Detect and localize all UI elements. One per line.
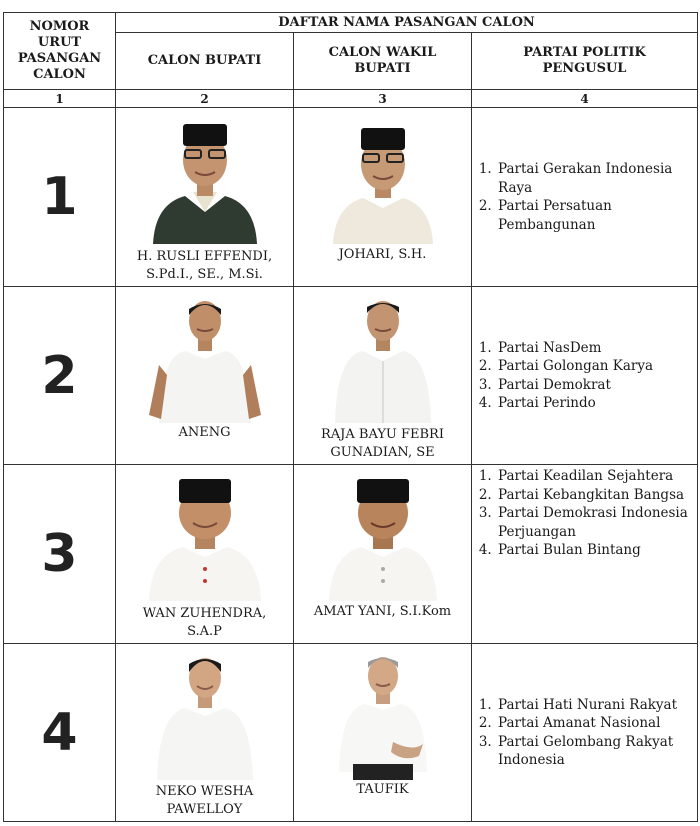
party-item: 4. Partai Bulan Bintang xyxy=(496,541,697,560)
pair-number: 2 xyxy=(4,287,116,465)
party-item: 3. Partai Demokrasi Indonesia Perjuangan xyxy=(496,504,697,541)
candidate-name-title: S.A.P xyxy=(187,624,222,639)
candidate-row xyxy=(4,287,698,465)
candidate-name-title: PAWELLOY xyxy=(166,802,243,817)
candidate-name-title: GUNADIAN, SE xyxy=(330,445,435,460)
daftar-header: DAFTAR NAMA PASANGAN CALON xyxy=(116,13,698,33)
party-item: 3. Partai Gelombang Rakyat Indonesia xyxy=(496,733,697,770)
candidate-table xyxy=(3,12,698,822)
pair-number: 4 xyxy=(4,644,116,822)
candidate-row xyxy=(4,108,698,287)
party-item: 4. Partai Perindo xyxy=(496,394,697,413)
candidate-row xyxy=(4,644,698,822)
parties-cell xyxy=(472,287,698,465)
candidate-name: WAN ZUHENDRA, xyxy=(142,606,267,621)
wakil-cell xyxy=(294,108,472,287)
parties-cell xyxy=(472,465,698,644)
candidate-name: TAUFIK xyxy=(356,782,409,797)
bupati-cell xyxy=(116,287,294,465)
party-item: 1. Partai Gerakan Indonesia Raya xyxy=(496,160,697,197)
wakil-cell xyxy=(294,287,472,465)
candidate-name: AMAT YANI, S.I.Kom xyxy=(313,604,452,619)
partai-header: PARTAI POLITIK PENGUSUL xyxy=(472,33,698,90)
col-number: 3 xyxy=(294,90,472,108)
candidate-name-title: S.Pd.I., SE., M.Si. xyxy=(146,267,263,282)
pair-number: 3 xyxy=(4,465,116,644)
candidate-photo xyxy=(323,295,443,423)
candidate-photo xyxy=(145,473,265,601)
candidate-photo xyxy=(323,652,443,780)
party-item: 1. Partai NasDem xyxy=(496,339,697,358)
candidate-name: ANENG xyxy=(178,425,231,440)
party-item: 2. Partai Kebangkitan Bangsa xyxy=(496,486,697,505)
wakil-header: CALON WAKIL BUPATI xyxy=(294,33,472,90)
bupati-header: CALON BUPATI xyxy=(116,33,294,90)
candidate-photo xyxy=(145,295,265,423)
col-number: 4 xyxy=(472,90,698,108)
candidate-photo xyxy=(145,116,265,244)
parties-cell xyxy=(472,644,698,822)
pair-number: 1 xyxy=(4,108,116,287)
candidate-photo xyxy=(323,116,443,244)
col-number: 2 xyxy=(116,90,294,108)
wakil-cell xyxy=(294,465,472,644)
party-item: 3. Partai Demokrat xyxy=(496,376,697,395)
candidate-photo xyxy=(323,473,443,601)
wakil-cell xyxy=(294,644,472,822)
candidate-photo xyxy=(145,652,265,780)
party-item: 2. Partai Amanat Nasional xyxy=(496,714,697,733)
party-item: 1. Partai Keadilan Sejahtera xyxy=(496,467,697,486)
party-item: 2. Partai Persatuan Pembangunan xyxy=(496,197,697,234)
candidate-name: H. RUSLI EFFENDI, xyxy=(136,249,273,264)
col-number: 1 xyxy=(4,90,116,108)
bupati-cell xyxy=(116,465,294,644)
party-item: 1. Partai Hati Nurani Rakyat xyxy=(496,696,697,715)
bupati-cell xyxy=(116,644,294,822)
candidate-row xyxy=(4,465,698,644)
nomor-header: NOMOR URUT PASANGAN CALON xyxy=(4,13,116,90)
parties-cell xyxy=(472,108,698,287)
candidate-name: NEKO WESHA xyxy=(155,784,254,799)
bupati-cell xyxy=(116,108,294,287)
candidate-name: RAJA BAYU FEBRI xyxy=(321,427,444,442)
candidate-name: JOHARI, S.H. xyxy=(338,247,427,262)
party-item: 2. Partai Golongan Karya xyxy=(496,357,697,376)
